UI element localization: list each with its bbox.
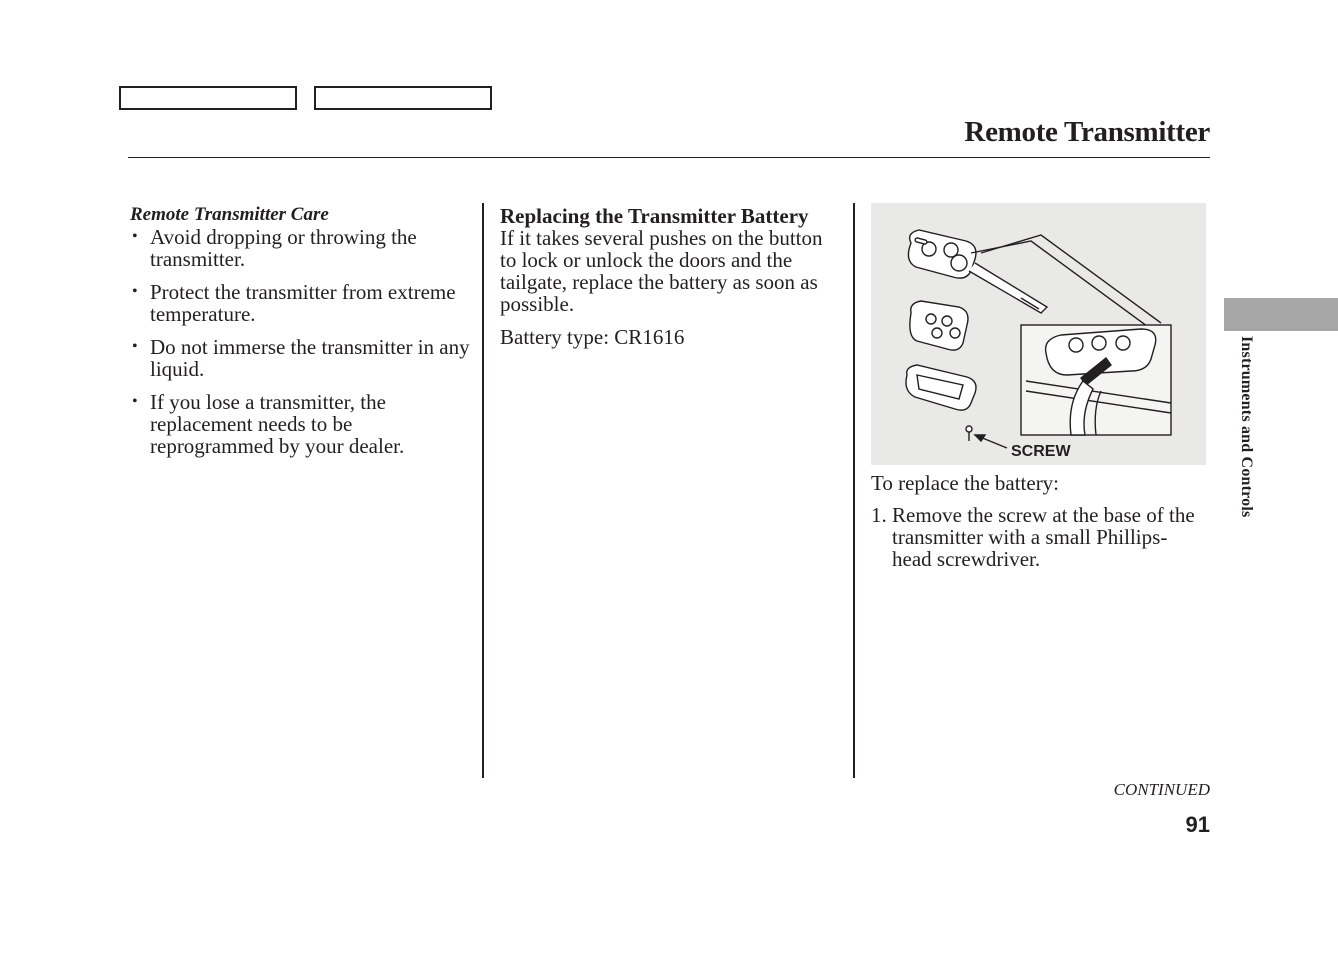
bullet-icon: • (132, 338, 138, 355)
care-section (130, 204, 470, 468)
title-rule (128, 157, 1210, 158)
battery-type: Battery type: CR1616 (500, 325, 685, 349)
replacing-paragraph: If it takes several pushes on the button to lock or unlock the doors and the tailgate, replace the battery as soon as possible. (500, 226, 823, 316)
bullet-icon: • (132, 228, 138, 245)
list-item: • Avoid dropping or throwing the transmitter. (132, 225, 417, 271)
column-divider (482, 203, 484, 778)
nav-button-contents[interactable] (119, 86, 297, 110)
section-label: Instruments and Controls (1238, 336, 1255, 518)
bullet-icon: • (132, 283, 138, 300)
screw-label: SCREW (1011, 443, 1071, 460)
column-divider (853, 203, 855, 778)
list-item (871, 504, 1206, 570)
replacing-section (500, 205, 840, 348)
bullet-icon: • (132, 393, 138, 410)
list-item: • Protect the transmitter from extreme temperature. (132, 280, 456, 326)
care-heading: Remote Transmitter Care (130, 204, 329, 225)
page-number: 91 (1185, 812, 1210, 837)
page-title: Remote Transmitter (964, 116, 1210, 148)
instructions-intro: To replace the battery: (871, 471, 1060, 495)
battery-illustration (871, 203, 1206, 465)
nav-button-index[interactable] (314, 86, 492, 110)
list-item: • Do not immerse the transmitter in any liquid. (132, 335, 470, 381)
step-text: Remove the screw at the base of the transmitter with a small Phillips-head screwdriver. (892, 503, 1195, 571)
section-tab[interactable] (1224, 298, 1338, 331)
step-number: 1. (871, 503, 887, 527)
list-item: • If you lose a transmitter, the replacement needs to be reprogrammed by your dealer. (132, 390, 405, 458)
care-list (130, 226, 470, 457)
instructions-section (871, 472, 1206, 570)
continued-label: CONTINUED (1113, 780, 1210, 799)
transmitter-diagram (871, 203, 1206, 465)
replacing-heading: Replacing the Transmitter Battery (500, 204, 809, 228)
